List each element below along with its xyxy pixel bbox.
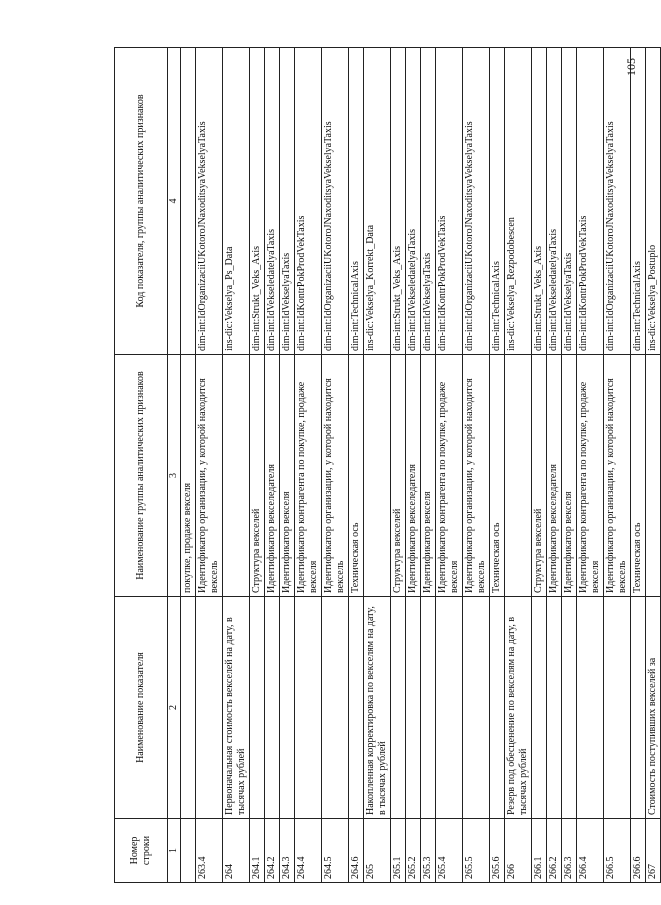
indicator-name-cell <box>391 597 406 819</box>
code-cell: dim-int:IdVekseledatelyaTaxis <box>406 48 421 355</box>
table-row <box>421 48 436 883</box>
code-cell: ins-dic:Vekselya_Ps_Data <box>223 48 250 355</box>
line-number-cell: 263.4 <box>196 819 223 883</box>
table-header-row <box>115 48 168 883</box>
group-name-cell: Идентификатор векселя <box>562 355 577 597</box>
group-name-cell: Техническая ось <box>490 355 505 597</box>
header-code: Код показателя, группы аналитических признаков <box>115 48 168 355</box>
indicator-name-cell <box>490 597 505 819</box>
code-cell: dim-int:IdKontrPokProdVekTaxis <box>577 48 604 355</box>
group-name-cell: Идентификатор контрагента по покупке, продаже векселя <box>436 355 463 597</box>
line-number-cell: 266 <box>505 819 532 883</box>
code-cell: dim-int:IdVekseledatelyaTaxis <box>265 48 280 355</box>
code-cell: dim-int:Strukt_Veks_Axis <box>391 48 406 355</box>
line-number-cell: 265.3 <box>421 819 436 883</box>
table-row <box>490 48 505 883</box>
code-cell: dim-int:IdOrganizaciiUKotoroJNaxoditsyaVekselyaTaxis <box>322 48 349 355</box>
line-number-cell: 265.5 <box>463 819 490 883</box>
table-row <box>406 48 421 883</box>
column-number: 3 <box>168 355 181 597</box>
line-number-cell: 266.4 <box>577 819 604 883</box>
indicator-name-cell <box>547 597 562 819</box>
table-row <box>604 48 631 883</box>
table-row <box>577 48 604 883</box>
line-number-cell: 265 <box>364 819 391 883</box>
group-name-cell: Идентификатор векселя <box>280 355 295 597</box>
header-group-name: Наименование группы аналитических признаков <box>115 355 168 597</box>
indicator-name-cell <box>562 597 577 819</box>
header-line-number: Номер строки <box>115 819 168 883</box>
table-row <box>265 48 280 883</box>
code-cell: dim-int:Strukt_Veks_Axis <box>532 48 547 355</box>
table-row <box>196 48 223 883</box>
table-row <box>562 48 577 883</box>
group-name-cell: Идентификатор организации, у которой находится вексель <box>604 355 631 597</box>
line-number-cell: 265.6 <box>490 819 505 883</box>
table-row <box>250 48 265 883</box>
indicator-name-cell <box>295 597 322 819</box>
rotated-content <box>114 48 658 883</box>
group-name-cell <box>505 355 532 597</box>
table-row <box>532 48 547 883</box>
line-number-cell: 266.3 <box>562 819 577 883</box>
code-cell: dim-int:TechnicalAxis <box>490 48 505 355</box>
table-row <box>631 48 646 883</box>
line-number-cell: 265.4 <box>436 819 463 883</box>
line-number-cell: 266.5 <box>604 819 631 883</box>
code-cell: dim-int:TechnicalAxis <box>631 48 646 355</box>
table-row <box>391 48 406 883</box>
column-number: 1 <box>168 819 181 883</box>
table-row <box>436 48 463 883</box>
line-number-cell: 266.6 <box>631 819 646 883</box>
indicator-name-cell <box>631 597 646 819</box>
table-row <box>295 48 322 883</box>
column-number: 4 <box>168 48 181 355</box>
indicator-table <box>114 47 661 883</box>
code-cell: dim-int:IdVekselyaTaxis <box>421 48 436 355</box>
indicator-name-cell <box>250 597 265 819</box>
group-name-cell: Структура векселей <box>532 355 547 597</box>
code-cell: ins-dic:Vekselya_Postuplo <box>646 48 661 355</box>
code-cell: ins-dic:Vekselya_Rezpodobescen <box>505 48 532 355</box>
table-row <box>181 48 196 883</box>
indicator-name-cell <box>604 597 631 819</box>
line-number-cell: 264.2 <box>265 819 280 883</box>
line-number-cell: 266.2 <box>547 819 562 883</box>
group-name-cell: Техническая ось <box>631 355 646 597</box>
indicator-name-cell: Резерв под обесценение по векселям на дату, в тысячах рублей <box>505 597 532 819</box>
table-row <box>547 48 562 883</box>
line-number-cell: 264.3 <box>280 819 295 883</box>
line-number-cell: 264.6 <box>349 819 364 883</box>
indicator-name-cell <box>349 597 364 819</box>
code-cell: dim-int:IdVekseledatelyaTaxis <box>547 48 562 355</box>
group-name-cell <box>364 355 391 597</box>
group-name-cell: Идентификатор организации, у которой находится вексель <box>322 355 349 597</box>
indicator-name-cell <box>196 597 223 819</box>
code-cell: dim-int:IdVekselyaTaxis <box>562 48 577 355</box>
group-name-cell: Идентификатор векселя <box>421 355 436 597</box>
header-indicator-name: Наименование показателя <box>115 597 168 819</box>
group-name-cell <box>223 355 250 597</box>
page-number: 105 <box>624 58 638 76</box>
group-name-cell: Идентификатор организации, у которой находится вексель <box>196 355 223 597</box>
code-cell: dim-int:IdKontrPokProdVekTaxis <box>295 48 322 355</box>
group-name-cell: Техническая ось <box>349 355 364 597</box>
group-name-cell <box>646 355 661 597</box>
code-cell: dim-int:IdOrganizaciiUKotoroJNaxoditsyaVekselyaTaxis <box>196 48 223 355</box>
indicator-name-cell <box>280 597 295 819</box>
line-number-cell: 264.1 <box>250 819 265 883</box>
table-row <box>322 48 349 883</box>
indicator-name-cell <box>532 597 547 819</box>
line-number-cell: 264 <box>223 819 250 883</box>
line-number-cell: 266.1 <box>532 819 547 883</box>
indicator-name-cell <box>463 597 490 819</box>
group-name-cell: Идентификатор организации, у которой находится вексель <box>463 355 490 597</box>
line-number-cell: 267 <box>646 819 661 883</box>
indicator-name-cell <box>181 597 196 819</box>
indicator-name-cell <box>322 597 349 819</box>
table-row <box>223 48 250 883</box>
code-cell: dim-int:IdKontrPokProdVekTaxis <box>436 48 463 355</box>
group-name-cell: Идентификатор контрагента по покупке, продаже векселя <box>295 355 322 597</box>
table-row <box>280 48 295 883</box>
indicator-name-cell <box>436 597 463 819</box>
group-name-cell: Идентификатор векселедателя <box>406 355 421 597</box>
table-row <box>349 48 364 883</box>
indicator-name-cell <box>577 597 604 819</box>
group-name-cell: Идентификатор контрагента по покупке, продаже векселя <box>577 355 604 597</box>
table-row <box>463 48 490 883</box>
line-number-cell: 265.1 <box>391 819 406 883</box>
line-number-cell: 264.4 <box>295 819 322 883</box>
code-cell <box>181 48 196 355</box>
code-cell: dim-int:IdVekselyaTaxis <box>280 48 295 355</box>
indicator-name-cell: Накопленная корректировка по векселям на дату, в тысячах рублей <box>364 597 391 819</box>
line-number-cell <box>181 819 196 883</box>
line-number-cell: 265.2 <box>406 819 421 883</box>
indicator-name-cell <box>265 597 280 819</box>
code-cell: dim-int:IdOrganizaciiUKotoroJNaxoditsyaVekselyaTaxis <box>604 48 631 355</box>
indicator-name-cell <box>421 597 436 819</box>
table-row <box>505 48 532 883</box>
column-number: 2 <box>168 597 181 819</box>
code-cell: ins-dic:Vekselya_Korrekt_Data <box>364 48 391 355</box>
code-cell: dim-int:IdOrganizaciiUKotoroJNaxoditsyaVekselyaTaxis <box>463 48 490 355</box>
column-number-row <box>168 48 181 883</box>
line-number-cell: 264.5 <box>322 819 349 883</box>
indicator-name-cell <box>406 597 421 819</box>
code-cell: dim-int:TechnicalAxis <box>349 48 364 355</box>
table-row <box>364 48 391 883</box>
indicator-name-cell: Стоимость поступивших векселей за <box>646 597 661 819</box>
group-name-cell: Структура векселей <box>250 355 265 597</box>
group-name-cell: Идентификатор векселедателя <box>265 355 280 597</box>
table-row <box>646 48 661 883</box>
group-name-cell: Идентификатор векселедателя <box>547 355 562 597</box>
code-cell: dim-int:Strukt_Veks_Axis <box>250 48 265 355</box>
indicator-name-cell: Первоначальная стоимость векселей на дату, в тысячах рублей <box>223 597 250 819</box>
group-name-cell: покупке, продаже векселя <box>181 355 196 597</box>
group-name-cell: Структура векселей <box>391 355 406 597</box>
